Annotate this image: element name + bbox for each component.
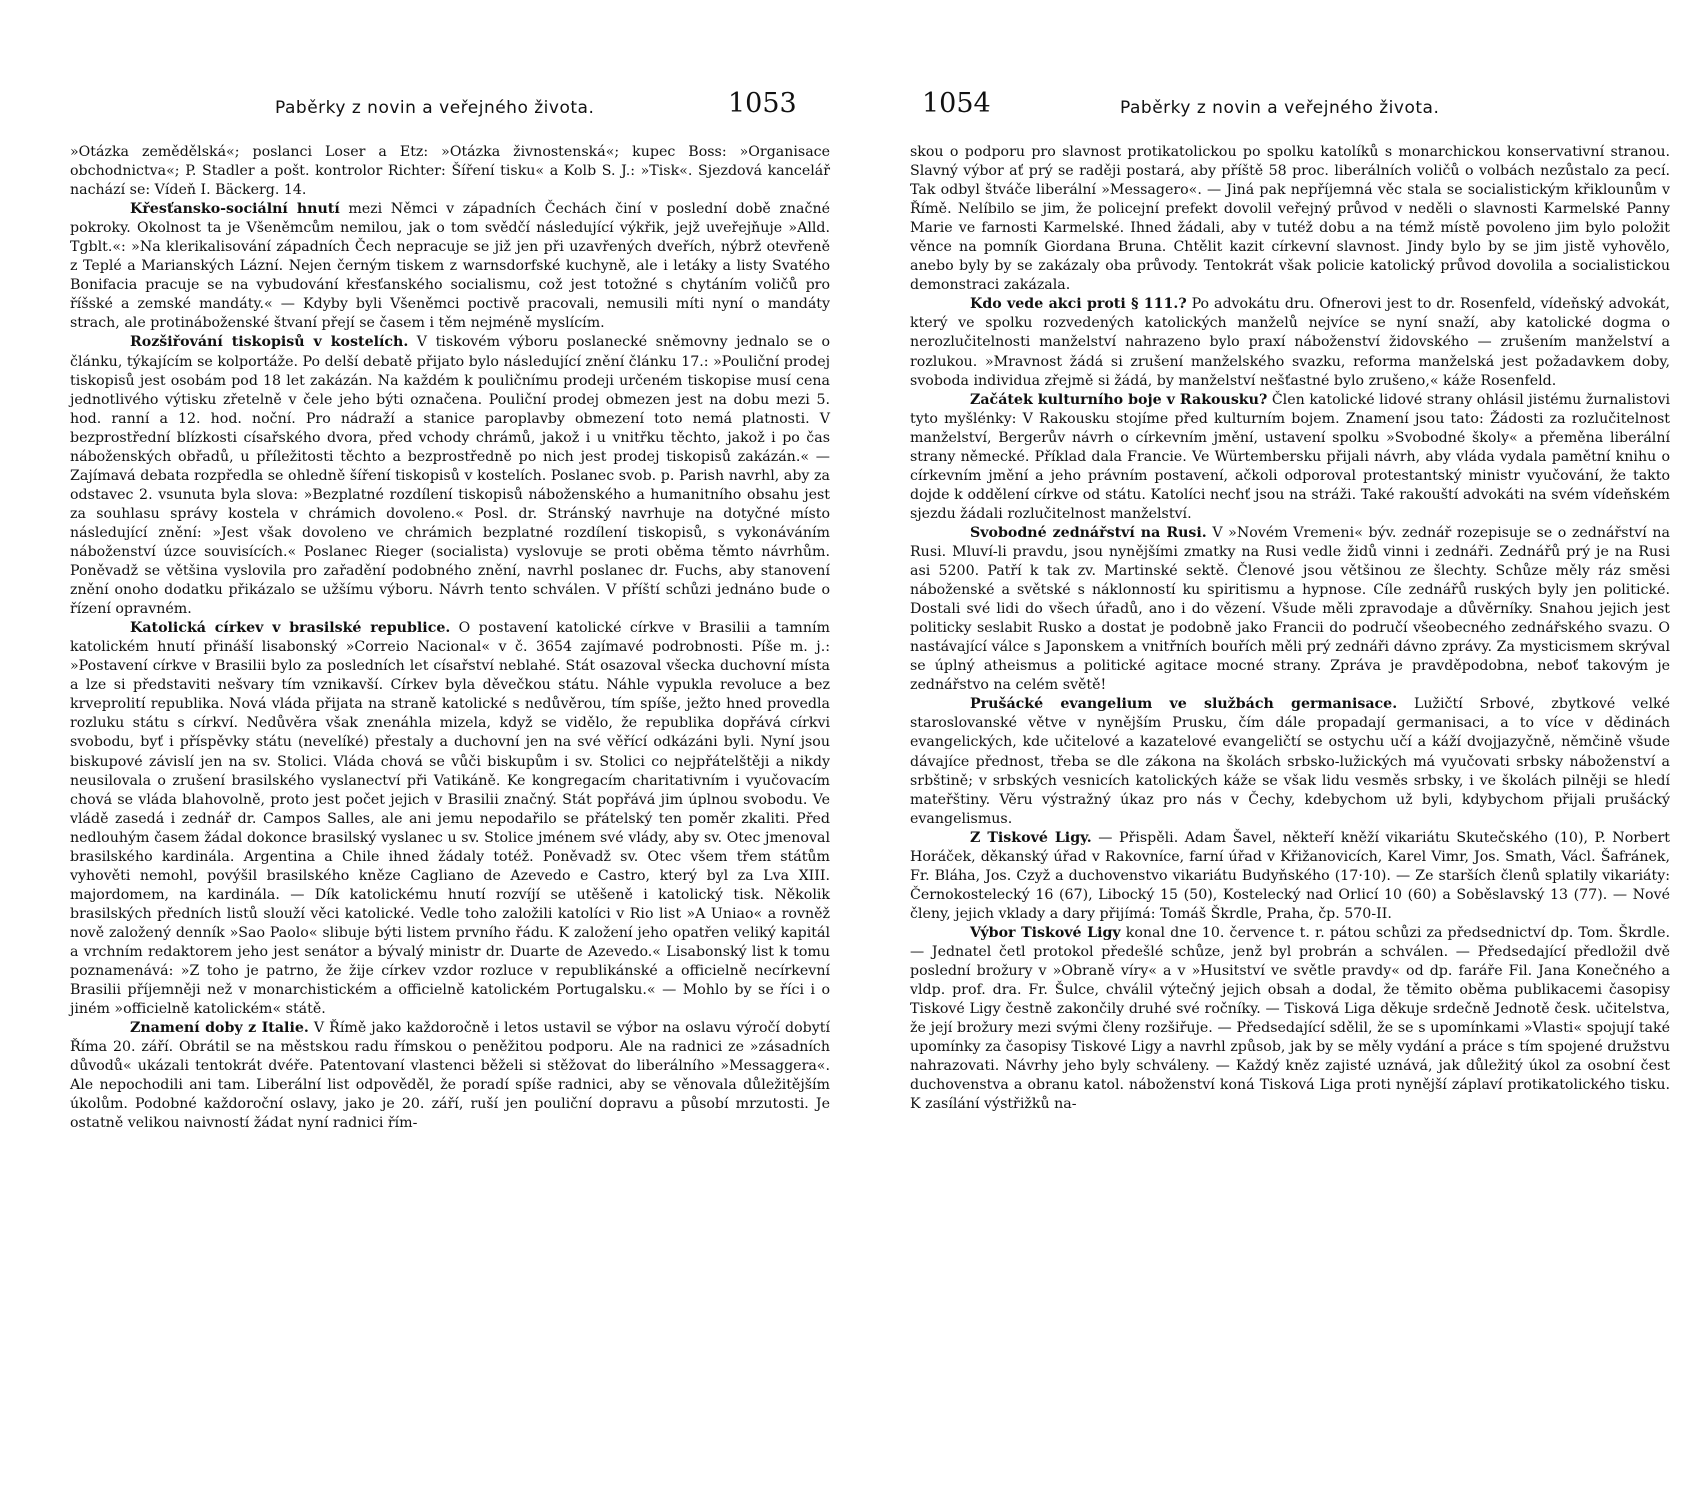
paragraph-text: mezi Němci v západních Čechách činí v poslední době značné pokroky. Okolnost ta je Všeněmcům nemilou, jak o tom svědčí následující výkřik, jejž uveřejňuje »Alld. Tgblt.«: »Na klerikalisování západních Čech nepracuje se již jen při uzavřených dveřích, nýbrž otevřeně z Teplé a Marianských Lázní. Nejen černým tiskem z warnsdorfské kuchyně, ale i letáky a listy Svatého Bonifacia pracuje se na vybudování křesťanského socialismu, což jest totožné s chytáním voličů pro říšské a zemské mandáty.« — Kdyby byli Všeněmci poctivě pracovali, nemusili míti nyní o mandáty strach, ale protináboženské štvaní přejí se časem i těm nejméně myslícím. — [70, 201, 830, 332]
paragraph-text: — Přispěli. Adam Šavel, někteří kněží vikariátu Skutečského (10), P. Norbert Horáček, děkanský úřad v Rakovníce, farní úřad v Křižanovicích, Karel Vimr, Jos. Smath, Václ. Šafránek, Fr. Bláha, Jos. Czyž a duchovenstvo vikariátu Budyňského (17·10). — Ze starších členů splatily vikariáty: Černokostelecký 16 (67), Libocký 15 (50), Kostelecký nad Orlicí 10 (60) a Soběslavský 13 (77). — Nové členy, jejich vklady a dary přijímá: Tomáš Škrdle, Praha, čp. 570-II. — [910, 829, 1670, 922]
right-page — [910, 0, 1670, 1500]
paragraph-text: V Římě jako každoročně i letos ustavil se výbor na oslavu výročí dobytí Říma 20. září. Obrátil se na městskou radu římskou o peněžitou podporu. Ale na radnici ze »zásadních důvodů« ukázali tentokrát dvéře. Patentovaní vlastenci běželi si stěžovat do liberálního »Messaggera«. Ale nepochodili ani tam. Liberální list odpověděl, že poradí spíše radnici, aby se věnovala důležitějším úkolům. Podobné každoroční oslavy, jako je 20. září, ruší jen pouliční dopravu a působí mrzutosti. Je ostatně velikou naivností žádat nyní radnici řím- — [70, 1020, 830, 1132]
paragraph — [70, 143, 830, 200]
paragraph — [70, 200, 830, 333]
paragraph-text: Po advokátu dru. Ofnerovi jest to dr. Rosenfeld, vídeňský advokát, který ve spolku rozvedených katolických manželů nejvíce se nyní snaží, aby katolické dogma o nerozlučitelnosti manželství nahrazeno bylo praxí náboženství židovského — zrušením manželství a rozlukou. »Mravnost žádá si zrušení manželského svazku, reforma manželská jest požadavkem doby, svoboda individua zřejmě si žádá, by manželství nešťastné bylo zrušeno,« káže Rosenfeld. — [910, 296, 1670, 389]
right-page-body — [910, 143, 1670, 1114]
paragraph-text: V tiskovém výboru poslanecké sněmovny jednalo se o článku, týkajícím se kolportáže. Po delší debatě přijato bylo následující znění článku 17.: »Pouliční prodej tiskopisů jest osobám pod 18 let zakázán. Na každém k pouličnímu prodeji určeném tiskopise musí cena jednotlivého výtisku zřetelně v čele jeho býti označena. Pouliční prodej obmezen jest na dobu mezi 5. hod. ranní a 12. hod. noční. Pro nádraží a stanice paroplavby obmezení toto nemá platnosti. V bezprostřední blízkosti císařského dvora, před vchody chrámů, jakož i u vnitřku těchto, jakož i po čas náboženských obřadů, u příležitosti těchto a bezprostředně po nich jest prodej tiskopisů zakázán.« — Zajímavá debata rozpředla se ohledně šíření tiskopisů v kostelích. Poslanec svob. p. Parish navrhl, aby za odstavec 2. vsunuta byla slova: »Bezplatné rozdílení tiskopisů náboženského a humanitního obsahu jest za souhlasu správy kostela v chrámich dovoleno.« Posl. dr. Stránský navrhuje na dotyčné místo následující znění: »Jest však dovoleno ve chrámich bezplatné rozdílení tiskopisů, s vykonáváním náboženství úzce souvisících.« Poslanec Rieger (socialista) vyslovuje se proti oběma těmto návrhům. Poněvadž se většina vyslovila pro zařadění podobného znění, navrhl poslanec dr. Fuchs, aby stanovení znění onoho dodatku přikázalo se užšímu výboru. Návrh tento schválen. V příští schůzi jednáno bude o řízení opravném. — [70, 334, 830, 618]
paragraph — [910, 143, 1670, 295]
paragraph — [910, 924, 1670, 1114]
paragraph-heading: Znamení doby z Italie. — [130, 1020, 309, 1037]
left-page-body — [70, 143, 830, 1133]
paragraph-heading: Svobodné zednářství na Rusi. — [970, 524, 1207, 541]
paragraph-heading: Výbor Tiskové Ligy — [970, 924, 1121, 941]
paragraph-text: »Otázka zemědělská«; poslanci Loser a Etz: »Otázka živnostenská«; kupec Boss: »Organisace obchodnictva«; P. Stadler a pošt. kontrolor Richter: Šíření tisku« a Kolb S. J.: »Tisk«. Sjezdová kancelář nachází se: Vídeň I. Bäckerg. 14. — [70, 144, 830, 199]
paragraph — [70, 1019, 830, 1133]
paragraph-heading: Katolická církev v brasilské republice. — [130, 620, 451, 637]
right-running-title: Paběrky z novin a veřejného života. — [1120, 98, 1440, 118]
paragraph — [910, 295, 1670, 390]
paragraph-heading: Křesťansko-sociální hnutí — [130, 201, 340, 218]
paragraph-text: V »Novém Vremeni« býv. zednář rozepisuje se o zednářství na Rusi. Mluví-li pravdu, jsou nynějšími zmatky na Rusi vedle židů vinni i zednáři. Zednářů prý je na Rusi asi 5200. Patří k tak zv. Martinské sektě. Členové jsou většinou ze šlechty. Schůze měly ráz směsi náboženské a světské s náklonností ku spiritismu a hypnose. Cíle zednářů ruských byly jen politické. Dostali své lidi do všech úřadů, ano i do vězení. Všude měli zpravodaje a důvěrníky. Snahou jejich jest politicky seslabit Rusko a dostat je podobně jako Francii do područí všeobecného zednářského svazu. O nastávající válce s Japonskem a vnitřních bouřích měli prý zednáři dávno zprávy. Za mysticismem skrýval se úplný atheismus a politické agitace mocné strany. Zpráva je pravděpodobna, neboť takovým je zednářstvo na celém světě! — [910, 524, 1670, 694]
left-page — [70, 0, 830, 1500]
right-running-head — [910, 88, 1670, 128]
paragraph — [70, 619, 830, 1019]
paragraph-text: Lužičtí Srbové, zbytkové velké staroslovanské větve v nynějším Prusku, čím dále propadají germanisaci, a to více v dědinách evangelických, kde učitelové a kazatelové evangeličtí se ostychu učí a káží dvojjazyčně, němčině všude dávajíce přednost, třeba se dle zákona na školách srbsko-lužických má vyučovati srbsky náboženství a srbštině; v srbských vesnicích katolických káže se však lidu vesměs srbsky, i ve školách pilněji se hledí mateřštiny. Věru výstražný úkaz pro nás v Čechy, kdebychom už byli, kdybychom přijali prušácký evangelismus. — [910, 696, 1670, 827]
paragraph-text: skou o podporu pro slavnost protikatolickou po spolku katolíků s monarchickou konservativní stranou. Slavný výbor ať prý se raději postará, aby příště 58 proc. liberálních voličů o volbách nezůstalo za pecí. Tak odbyl štváče liberální »Messagero«. — Jiná pak nepříjemná věc stala se socialistickým křiklounům v Římě. Nelíbilo se jim, že policejní prefekt dovolil veřejný průvod v neděli o slavnosti Karmelské Panny Marie ve farnosti Karmelské. Ihned žádali, aby v tutéž dobu a na témž místě povoleno jim bylo položit věnce na pomník Giordana Bruna. Chtělit kazit církevní slavnost. Jindy bylo by se jim jistě vyhovělo, anebo byly by se zakázaly oba průvody. Tentokrát však policie katolický průvod dovolila a socialistickou demonstraci zakázala. — [910, 144, 1670, 294]
right-page-number: 1054 — [922, 88, 991, 119]
paragraph — [910, 391, 1670, 524]
paragraph — [910, 829, 1670, 924]
paragraph — [910, 524, 1670, 695]
paragraph-text: O postavení katolické církve v Brasilii a tamním katolickém hnutí přináší lisabonský »Correio Nacional« v č. 3654 zajímavé podrobnosti. Píše m. j.: »Postavení církve v Brasilii bylo za posledních let císařství neblahé. Stát osazoval všecka duchovní místa a lze si představiti nešvary tím vznikavší. Církev byla děvečkou státu. Náhle vypukla revoluce a bez krveprolití republika. Nová vláda přijata na straně katolické s nedůvěrou, tím spíše, ježto hned provedla rozluku státu s církví. Nedůvěra však znenáhla mizela, když se vidělo, že republika dopřává církvi svobodu, byť i příspěvky státu (nevelíké) přestaly a duchovní jen na své věřící odkázáni byli. Nyní jsou biskupové závislí jen na sv. Stolici. Vláda chová se vůči biskupům i sv. Stolici co nejpřátelštěji a nikdy neusilovala o zrušení brasilského vyslanectví při Vatikáně. Ke kongregacím charitativním i vyučovacím chová se vláda blahovolně, proto jest počet jejich v Brasilii značný. Stát popřává jim úplnou svobodu. Ve vládě zasedá i zednář dr. Campos Salles, ale ani jemu nepodařilo se přátelský ten poměr zkaliti. Před nedlouhým časem žádal dokonce brasilský vyslanec u sv. Stolice jménem své vlády, aby sv. Otec jmenoval brasilského kardinála. Argentina a Chile ihned žádaly totéž. Poněvadž sv. Otec všem třem státům vyhověti nemohl, povýšil brasilského kněze Cagliano de Azevedo e Castro, který byl za Lva XIII. majordomem, na kardinála. — Dík katolickému hnutí rozvíjí se utěšeně i katolický tisk. Několik brasilských předních listů slouží věci katolické. Vedle toho založili katolíci v Rio list »A Uniao« a rovněž nově založený denník »Sao Paolo« slibuje býti listem prvního řádu. K založení jeho opatřen veliký kapitál a vrchním redaktorem jeho jest senátor a bývalý ministr dr. Duarte de Azevedo.« Lisabonský list k tomu poznamenává: »Z toho je patrno, že žije církev vzdor rozluce v republikánské a officielně necírkevní Brasilii příjemněji než v monarchistickém a officielně katolickém Portugalsku.« — Mohlo by se říci i o jiném »officielně katolickém« státě. — [70, 620, 830, 1018]
paragraph-heading: Z Tiskové Ligy. — [970, 829, 1092, 846]
paragraph-text: konal dne 10. července t. r. pátou schůzi za předsednictví dp. Tom. Škrdle. — Jednatel četl protokol předešlé schůze, jenž byl probrán a schválen. — Předsedající předložil dvě poslední brožury v »Obraně víry« a v »Husitství ve světle pravdy« od dp. faráře Fil. Jana Konečného a vldp. prof. dra. Fr. Šulce, chválil výtečný jejich obsah a dodal, že těmito oběma publikacemi časopisy Tiskové Ligy čestně zakončily druhé své ročníky. — Tisková Liga děkuje srdečně Jednotě česk. učitelstva, že její brožury mezi svými členy rozšiřuje. — Předsedající sdělil, že se s upomínkami »Vlasti« spojují také upomínky za časopisy Tiskové Ligy a navrhl způsob, jak by se měly vydání a práce s tím spojené družstvu nahrazovati. Návrhy jeho byly schváleny. — Každý kněz zajisté uznává, jak důležitý úkol za osobní čest duchovenstva a obranu katol. náboženství koná Tisková Liga proti nynější záplaví protikatolického tisku. K zasílání výstřižků na- — [910, 924, 1670, 1113]
paragraph — [70, 333, 830, 619]
paragraph — [910, 695, 1670, 828]
paragraph-heading: Začátek kulturního boje v Rakousku? — [970, 391, 1268, 408]
paragraph-text: Člen katolické lidové strany ohlásil jistému žurnalistovi tyto myšlénky: V Rakousku stojíme před kulturním bojem. Znamení jsou tato: Žádosti za rozlučitelnost manželství, Bergerův návrh o církevním jmění, ustavení spolku »Svobodné školy« a přeměna liberální strany německé. Příklad dala Francie. Ve Würtembersku přijali návrh, aby vláda vydala pamětní knihu o církevním jmění a jeho právním postavení, ačkoli odporoval protestantský ministr vyučování, že takto dojde k oddělení církve od státu. Katolíci nechť jsou na stráži. Také rakouští advokáti na svém vídeňském sjezdu žádali rozlučitelnost manželství. — [910, 391, 1670, 522]
paragraph-heading: Kdo vede akci proti § 111.? — [970, 296, 1187, 313]
paragraph-heading: Prušácké evangelium ve službách germanisace. — [970, 696, 1398, 713]
left-running-head — [70, 88, 830, 128]
left-running-title: Paběrky z novin a veřejného života. — [275, 98, 595, 118]
left-page-number: 1053 — [728, 88, 797, 119]
paragraph-heading: Rozšiřování tiskopisů v kostelích. — [130, 334, 409, 351]
